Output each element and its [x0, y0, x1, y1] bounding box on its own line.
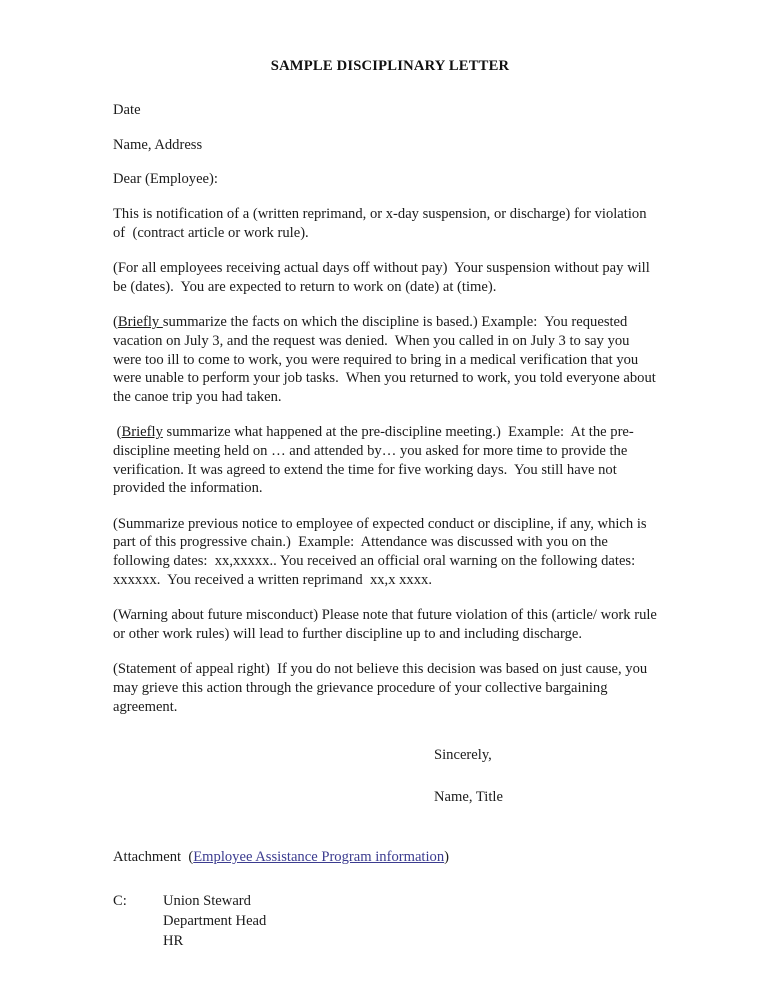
page-title: SAMPLE DISCIPLINARY LETTER	[270, 58, 510, 74]
letter-body	[113, 58, 659, 951]
distribution-recipient-list	[163, 891, 659, 951]
paragraph-briefly-meeting	[113, 423, 659, 497]
briefly-meeting-open-paren: (	[113, 424, 122, 441]
paragraph-suspension-dates: (For all employees receiving actual days off without pay) Your suspension without pay will be (dates). You are expected to return to work on (date) at (time).	[113, 260, 654, 295]
briefly-meeting-text: summarize what happened at the pre-discipline meeting.) Example: At the pre-discipline meeting held on … and attended by… you asked for more time to provide the verification. It was agreed to extend the time for five working days. You still have not provided the information.	[113, 424, 634, 497]
closing-salutation: Sincerely,	[434, 747, 492, 764]
distribution-row	[113, 891, 659, 951]
recipient-address-line: Name, Address	[113, 136, 203, 153]
list-item: Union Steward	[163, 892, 251, 909]
paragraph-appeal-right: (Statement of appeal right) If you do not believe this decision was based on just cause, you may grieve this action through the grievance procedure of your collective bargaining agreement.	[113, 661, 651, 715]
paragraph-previous-notice: (Summarize previous notice to employee of expected conduct or discipline, if any, which is part of this progressive chain.) Example: Attendance was discussed with you on the following dates: xx,xxxxx.. You received an official oral warning on the following dates: xxxxxx. You received a written reprimand xx,x xxxx.	[113, 515, 651, 588]
signature-name-title: Name, Title	[434, 788, 503, 805]
salutation-line: Dear (Employee):	[113, 171, 218, 188]
list-item: HR	[163, 932, 184, 949]
employee-assistance-program-link[interactable]: Employee Assistance Program information	[193, 849, 445, 866]
briefly-facts-underlined-word: Briefly	[117, 314, 163, 331]
paragraph-future-misconduct-warning: (Warning about future misconduct) Please note that future violation of this (article/ work rule or other work rules) will lead to further discipline up to and including discharge.	[113, 607, 661, 642]
attachment-line	[113, 848, 659, 867]
paragraph-briefly-facts	[113, 313, 659, 406]
paragraph-notification: This is notification of a (written reprimand, or x-day suspension, or discharge) for violation of (contract article or work rule).	[113, 206, 651, 241]
distribution-label: C:	[113, 892, 127, 909]
briefly-facts-text: summarize the facts on which the discipline is based.) Example: You requested vacation on July 3, and the request was denied. When you called in on July 3 to say you were too ill to come to work, you were required to bring in a medical verification that you were unable to perform your job tasks. When you returned to work, you told everyone about the canoe trip you had taken.	[113, 314, 660, 405]
attachment-close-paren: )	[444, 849, 450, 866]
briefly-facts-open-paren: (	[113, 314, 118, 331]
date-line: Date	[113, 102, 141, 118]
briefly-meeting-underlined-word: Briefly	[121, 424, 163, 441]
list-item: Department Head	[163, 912, 267, 929]
distribution-block	[113, 891, 659, 951]
attachment-label: Attachment (	[113, 849, 194, 866]
closing-block	[113, 746, 659, 806]
